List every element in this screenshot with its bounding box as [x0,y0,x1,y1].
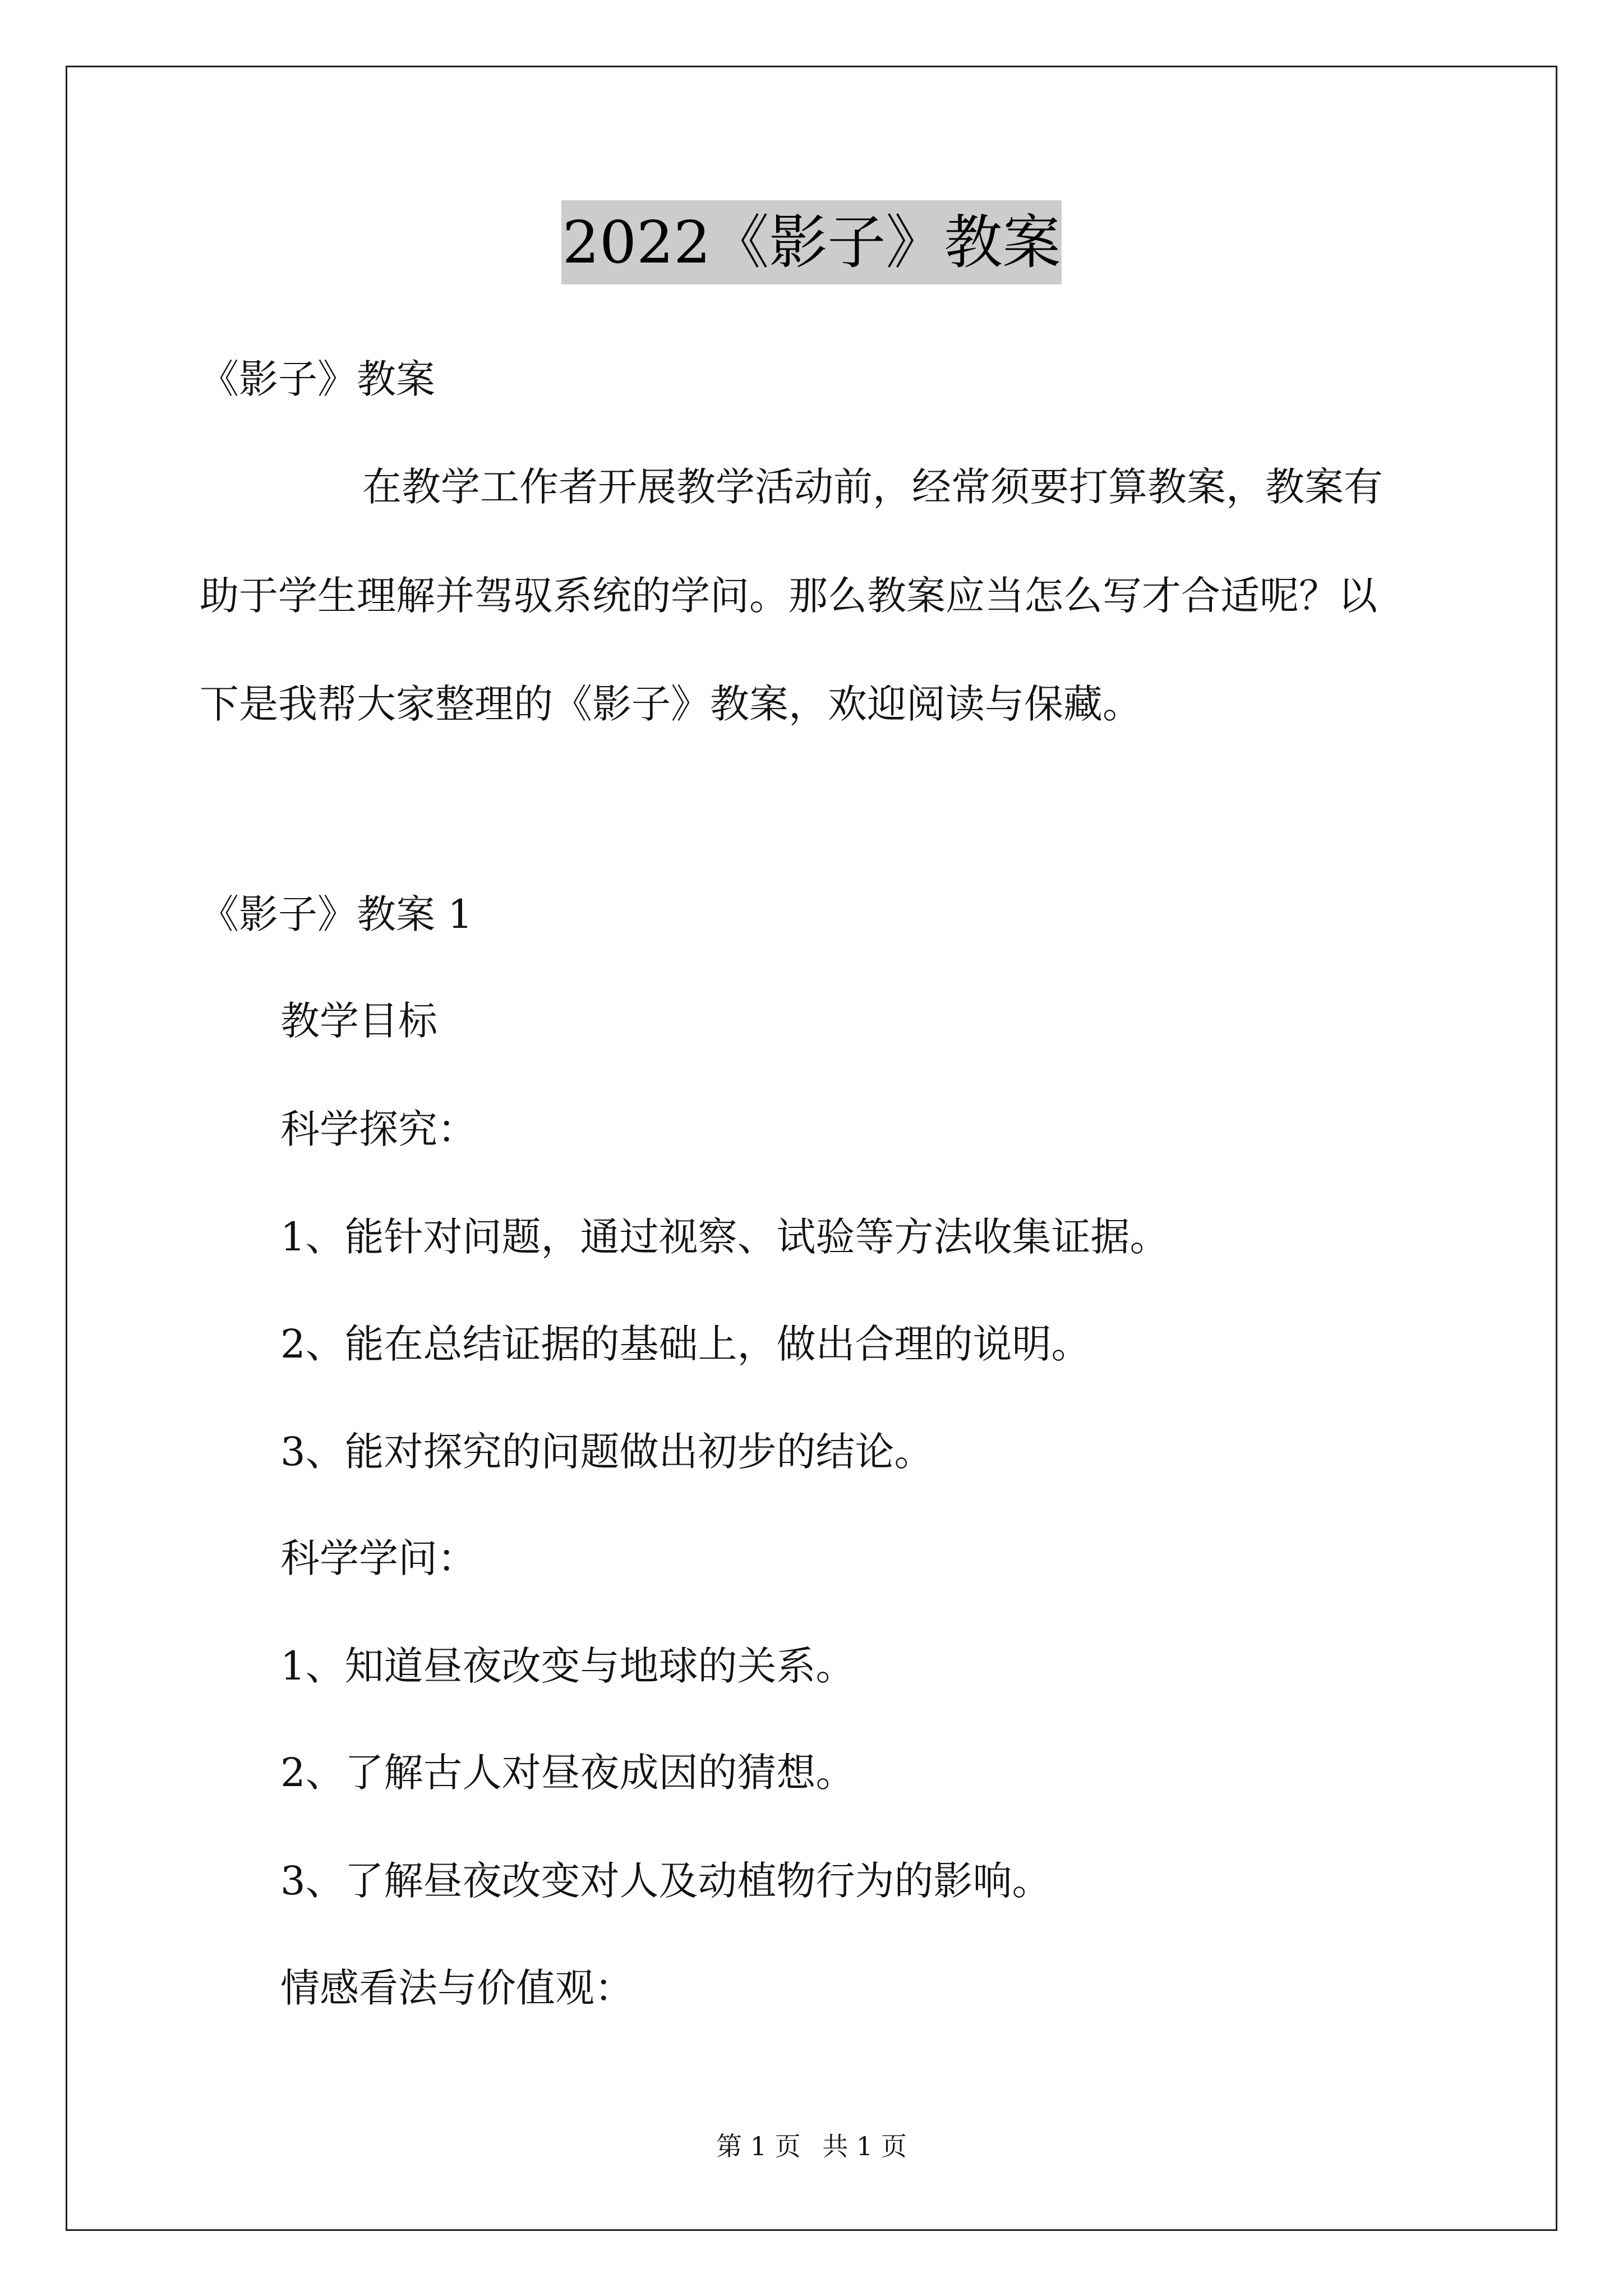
section-heading: 《影子》教案 1 [200,891,473,937]
intro-paragraph-line-3: 下是我帮大家整理的《影子》教案，欢迎阅读与保藏。 [200,681,1142,727]
body-line-knowledge-1: 1、知道昼夜改变与地球的关系。 [280,1643,855,1689]
intro-heading: 《影子》教案 [200,356,435,402]
body-line-scientific-inquiry: 科学探究： [280,1106,477,1152]
body-line-scientific-knowledge: 科学学问： [280,1535,477,1581]
body-line-inquiry-2: 2、能在总结证据的基础上，做出合理的说明。 [280,1321,1091,1367]
body-line-attitudes-values: 情感看法与价值观： [280,1965,634,2011]
body-line-knowledge-3: 3、了解昼夜改变对人及动植物行为的影响。 [280,1858,1052,1904]
document-title: 2022《影子》教案 [561,200,1062,284]
title-container [0,200,1623,284]
body-line-inquiry-1: 1、能针对问题，通过视察、试验等方法收集证据。 [280,1214,1169,1260]
body-line-knowledge-2: 2、了解古人对昼夜成因的猜想。 [280,1750,855,1796]
page-footer [0,2129,1623,2163]
footer-current-page: 第 1 页 [716,2131,801,2161]
footer-total-pages: 共 1 页 [822,2131,907,2161]
intro-paragraph-line-2: 助于学生理解并驾驭系统的学问。那么教案应当怎么写才合适呢？以 [200,573,1377,619]
intro-paragraph-line-1: 在教学工作者开展教学活动前，经常须要打算教案，教案有 [362,464,1383,510]
body-line-inquiry-3: 3、能对探究的问题做出初步的结论。 [280,1429,934,1475]
body-line-teaching-goals: 教学目标 [280,998,437,1044]
